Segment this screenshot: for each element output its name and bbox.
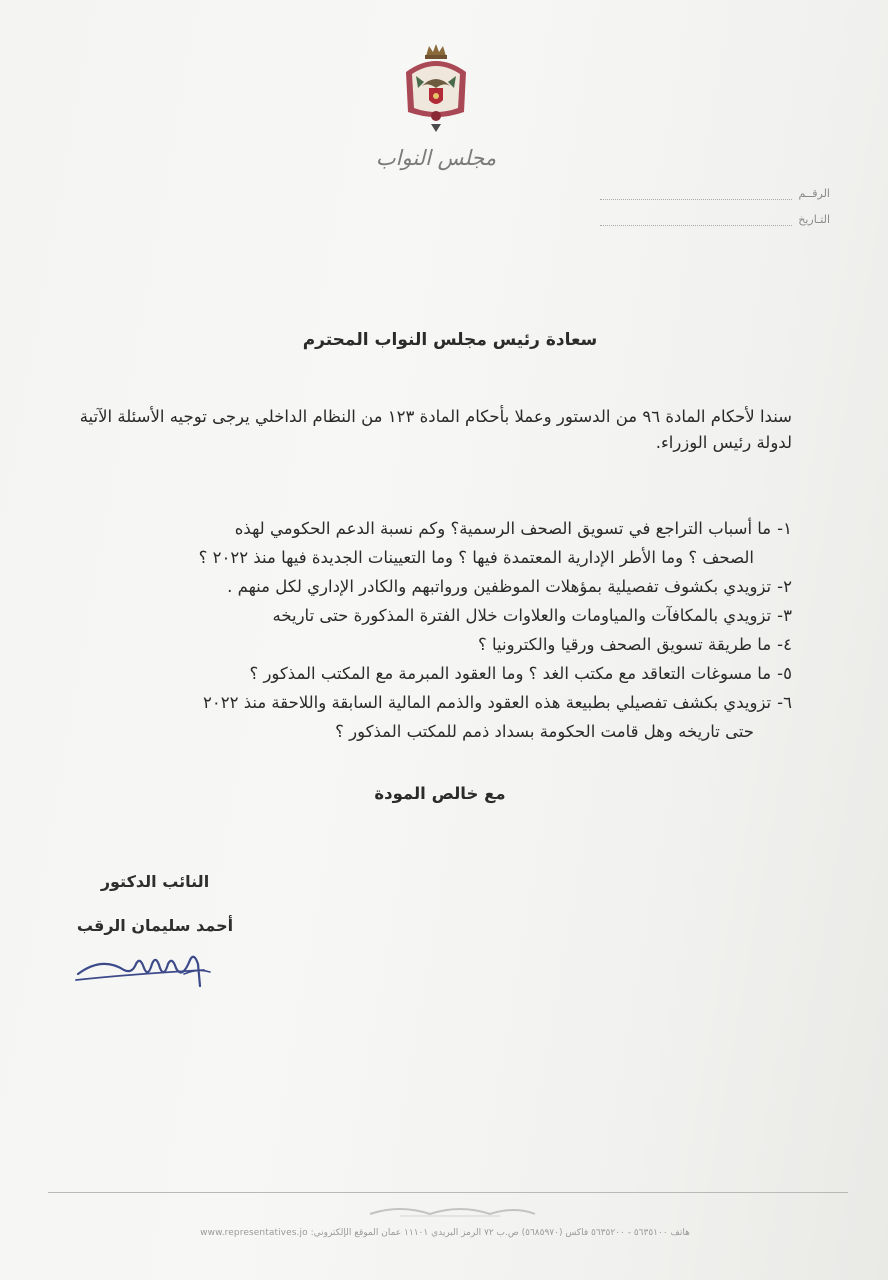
- question-item: [72, 601, 792, 630]
- handwritten-signature-icon: [72, 934, 222, 996]
- reference-date-label: التـاريخ: [798, 213, 830, 226]
- question-item: [72, 688, 792, 746]
- question-item: [72, 572, 792, 601]
- question-text: تزويدي بالمكافآت والمياومات والعلاوات خلال الفترة المذكورة حتى تاريخه: [272, 606, 772, 625]
- question-text: ما أسباب التراجع في تسويق الصحف الرسمية؟ وكم نسبة الدعم الحكومي لهذه: [234, 519, 772, 538]
- reference-date-field: [600, 206, 830, 226]
- house-name-logotype: مجلس النواب: [375, 146, 497, 170]
- question-item: [72, 659, 792, 688]
- question-item: [72, 514, 792, 572]
- question-number: ٣-: [777, 606, 792, 625]
- question-number: ٥-: [777, 664, 792, 683]
- signatory-title: النائب الدكتور: [100, 872, 210, 891]
- question-text-continued: حتى تاريخه وهل قامت الحكومة بسداد ذمم للمكتب المذكور ؟: [335, 722, 754, 741]
- signatory-name: أحمد سليمان الرقب: [76, 916, 234, 935]
- question-number: ٤-: [777, 635, 792, 654]
- reference-number-label: الرقــم: [798, 187, 830, 200]
- footer-contact-info: هاتف ٥٦٣٥١٠٠ - ٥٦٣٥٢٠٠ فاكس (٥٦٨٥٩٧٠) ص.ب ٧٢ الرمز البريدي ١١١٠١ عمان الموقع الإلكتروني: www.representatives.jo: [200, 1228, 690, 1238]
- question-text: تزويدي بكشف تفصيلي بطبيعة هذه العقود والذمم المالية السابقة واللاحقة منذ ٢٠٢٢: [203, 693, 772, 712]
- question-text: تزويدي بكشوف تفصيلية بمؤهلات الموظفين ورواتبهم والكادر الإداري لكل منهم .: [227, 577, 772, 596]
- jordan-coat-of-arms-icon: [398, 42, 474, 134]
- question-text: ما مسوغات التعاقد مع مكتب الغد ؟ وما العقود المبرمة مع المكتب المذكور ؟: [249, 664, 772, 683]
- question-number: ٢-: [777, 577, 792, 596]
- salutation: سعادة رئيس مجلس النواب المحترم: [302, 330, 598, 350]
- closing-line: مع خالص المودة: [374, 784, 506, 803]
- question-text-continued: الصحف ؟ وما الأطر الإدارية المعتمدة فيها ؟ وما التعيينات الجديدة فيها منذ ٢٠٢٢ ؟: [198, 548, 754, 567]
- question-text: ما طريقة تسويق الصحف ورقيا والكترونيا ؟: [478, 635, 772, 654]
- reference-number-field: [600, 180, 830, 200]
- question-item: [72, 630, 792, 659]
- intro-paragraph: سندا لأحكام المادة ٩٦ من الدستور وعملا بأحكام المادة ١٢٣ من النظام الداخلي يرجى توجيه الأسئلة الآتية لدولة رئيس الوزراء.: [79, 407, 792, 452]
- footer-divider: [48, 1192, 848, 1193]
- question-number: ٦-: [777, 693, 792, 712]
- question-number: ١-: [777, 519, 792, 538]
- footer-house-logotype: [330, 1200, 570, 1222]
- reference-number-line: [600, 191, 792, 200]
- reference-date-line: [600, 217, 792, 226]
- questions-list: [72, 514, 792, 746]
